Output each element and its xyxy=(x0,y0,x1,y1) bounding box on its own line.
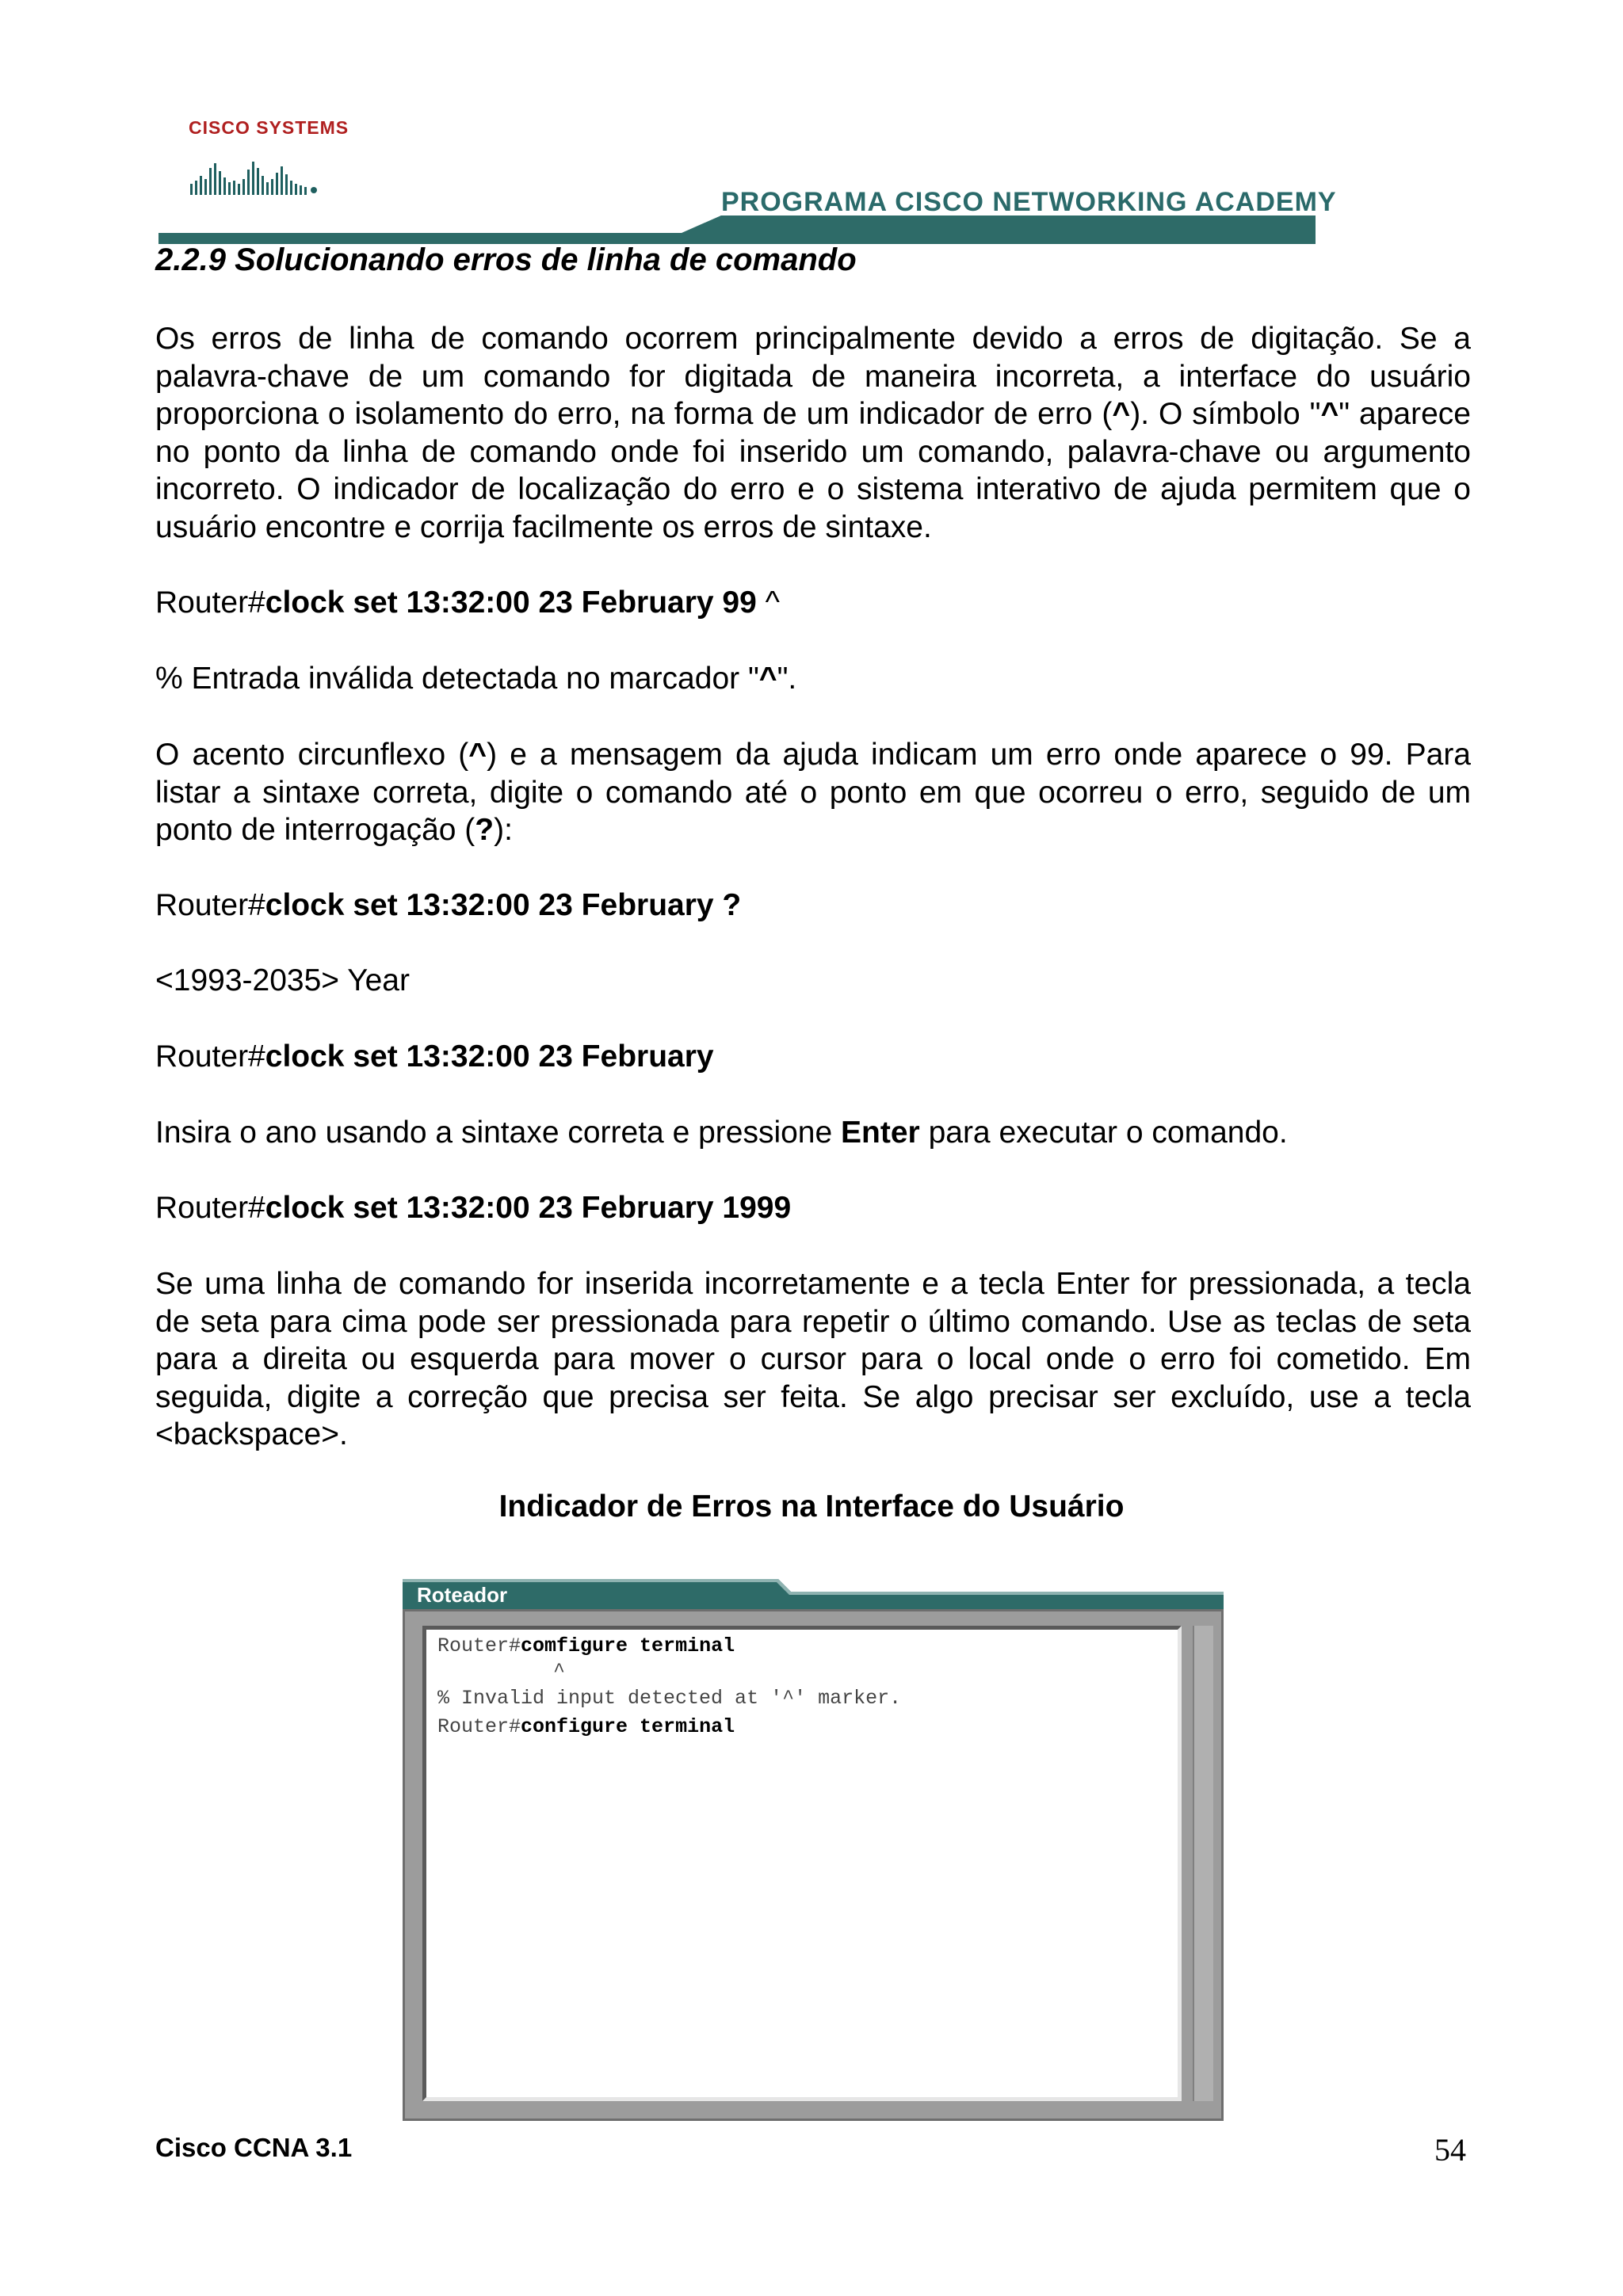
terminal-scrollbar[interactable] xyxy=(1193,1626,1213,2101)
command-example-1: Router#clock set 13:32:00 23 February 99 ^ xyxy=(155,585,780,620)
figure-caption: Indicador de Erros na Interface do Usuário xyxy=(498,1489,1125,1524)
paragraph-caret-help: O acento circunflexo (^) e a mensagem da ajuda indicam um erro onde aparece o 99. Para listar a sintaxe correta, digite o comando até o ponto em que ocorreu o erro, seguido de um ponto de interrogação (?): xyxy=(155,738,1471,847)
footer-course-name: Cisco CCNA 3.1 xyxy=(155,2133,353,2162)
command-example-2: Router#clock set 13:32:00 23 February ? xyxy=(155,888,742,922)
terminal-line-4: Router#configure terminal xyxy=(437,1715,735,1738)
router-window-frame xyxy=(403,1609,1224,2121)
section-title: 2.2.9 Solucionando erros de linha de comando xyxy=(155,242,857,277)
terminal-caret: ^ xyxy=(553,1660,566,1683)
paragraph-intro: Os erros de linha de comando ocorrem principalmente devido a erros de digitação. Se a palavra-chave de um comando for digitada de maneira incorreta, a interface do usuário proporciona o isolamento do erro, na forma de um indicador de erro (^). O símbolo "^" aparece no ponto da linha de comando onde foi inserido um comando, palavra-chave ou argumento incorreto. O indicador de localização do erro e o sistema interativo de ajuda permitem que o usuário encontre e corrija facilmente os erros de sintaxe. xyxy=(155,322,1471,544)
page-number: 54 xyxy=(1434,2132,1466,2168)
banner-text: PROGRAMA CISCO NETWORKING ACADEMY xyxy=(721,187,1337,217)
terminal-screen xyxy=(422,1626,1182,2101)
paragraph-arrow-keys: Se uma linha de comando for inserida incorretamente e a tecla Enter for pressionada, a tecla de seta para cima pode ser pressionada para repetir o último comando. Use as teclas de seta para a direita ou esquerda para mover o cursor para o local onde o erro foi cometido. Em seguida, digite a correção que precisa ser feita. Se algo precisar ser excluído, use a tecla <backspace>. xyxy=(155,1267,1471,1451)
invalid-input-message: % Entrada inválida detectada no marcador "^". xyxy=(155,662,797,696)
year-help-text: <1993-2035> Year xyxy=(155,963,410,997)
router-title-bar xyxy=(403,1579,1224,1609)
router-window-title: Roteador xyxy=(417,1583,508,1607)
terminal-line-3: % Invalid input detected at '^' marker. xyxy=(437,1687,902,1710)
command-example-3: Router#clock set 13:32:00 23 February xyxy=(155,1039,714,1074)
cisco-logo xyxy=(189,117,349,196)
enter-instruction: Insira o ano usando a sintaxe correta e pressione Enter para executar o comando. xyxy=(155,1116,1288,1150)
terminal-line-1: Router#comfigure terminal xyxy=(437,1634,735,1657)
command-example-4: Router#clock set 13:32:00 23 February 1999 xyxy=(155,1191,792,1225)
router-terminal-figure xyxy=(403,1579,1224,2119)
logo-text: CISCO SYSTEMS xyxy=(189,117,349,138)
